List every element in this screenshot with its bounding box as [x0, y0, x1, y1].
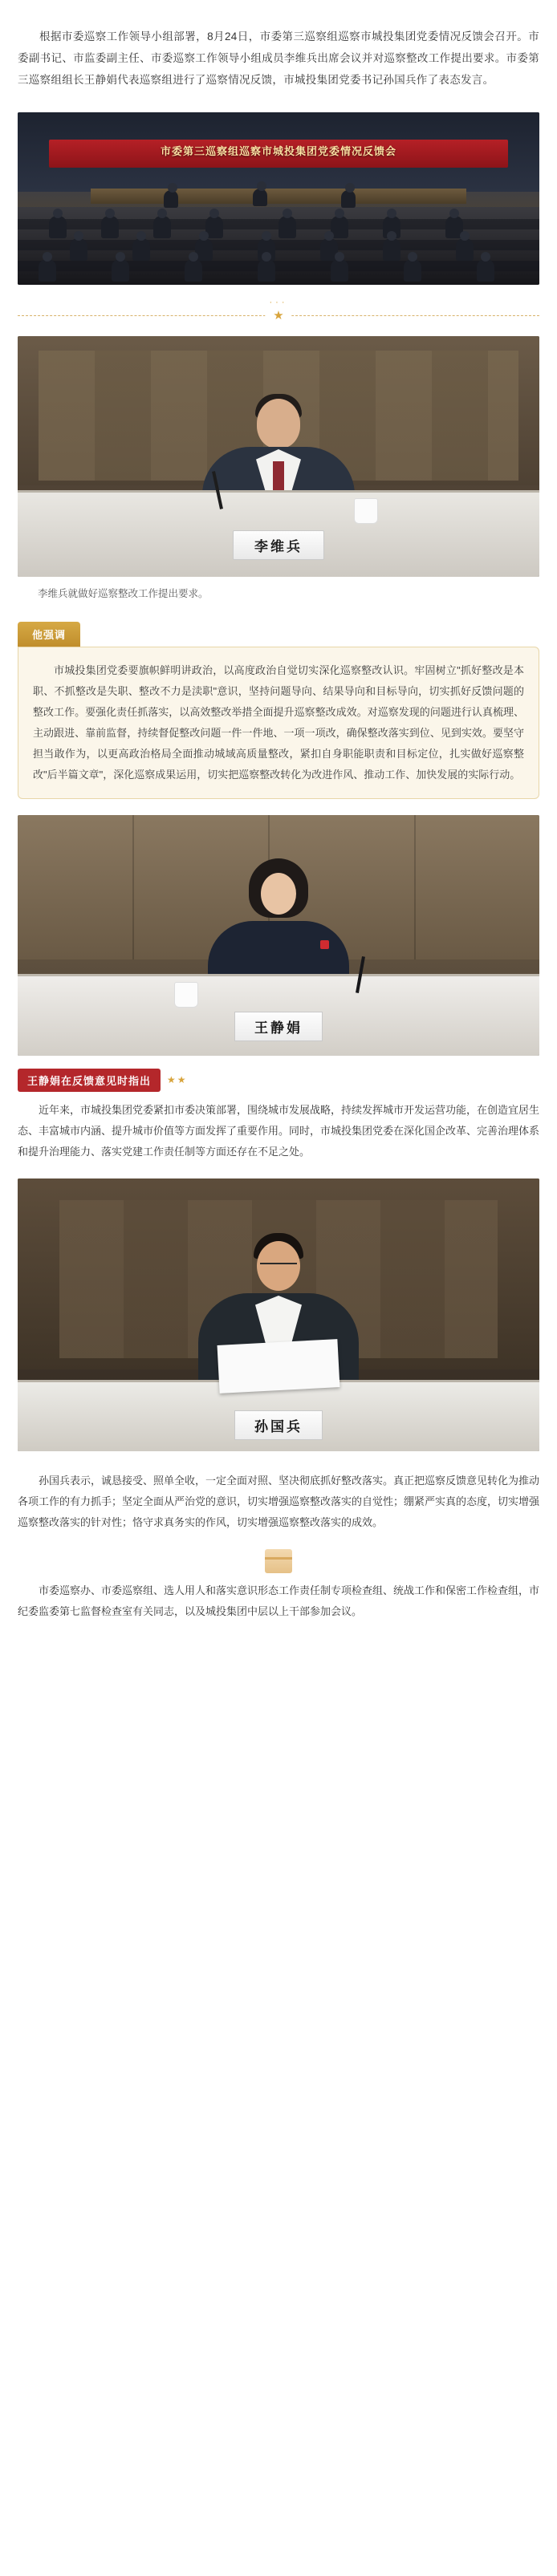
meeting-hall-photo — [18, 112, 539, 285]
audience-person — [185, 259, 202, 282]
intro-paragraph: 根据市委巡察工作领导小组部署，8月24日，市委第三巡察组巡察市城投集团党委情况反馈会召开。市委副书记、市监委副主任、市委巡察工作领导小组成员李维兵出席会议并对巡察整改工作提出要求。市委第三巡察组组长王静娟代表巡察组进行了巡察情况反馈，市城投集团党委书记孙国兵作了表态发言。 — [18, 30, 539, 86]
audience-person — [39, 259, 56, 282]
audience-person — [278, 216, 296, 238]
head — [257, 399, 300, 448]
audience-person — [132, 238, 150, 261]
cup — [174, 982, 198, 1008]
spacer — [0, 1456, 557, 1471]
section-divider — [18, 298, 539, 325]
book-icon — [265, 1549, 292, 1573]
nameplate: 孙国兵 — [234, 1410, 323, 1440]
highlight-block — [18, 622, 539, 799]
audience-person — [49, 216, 67, 238]
glasses-icon — [260, 1263, 297, 1272]
paragraph-3: 孙国兵表示，诚恳接受、照单全收，一定全面对照、坚决彻底抓好整改落实。真正把巡察反馈意见转化为推动各项工作的有力抓手；坚定全面从严治党的意识，切实增强巡察整改落实的自觉性；绷紧严实真的态度，切实增强巡察整改落实的针对性；恪守求真务实的作风，切实增强巡察整改落实的成效。 — [18, 1474, 540, 1528]
paragraph-2: 近年来，市城投集团党委紧扣市委决策部署，围绕城市发展战略，持续发挥城市开发运营功能，在创造宜居生态、丰富城市内涵、提升城市价值等方面发挥了重要作用。同时，市城投集团党委在深化国企改革、完善治理体系和提升治理能力、落实党建工作责任制等方面还存在不足之处。 — [18, 1103, 540, 1158]
stage-person — [253, 189, 267, 206]
audience-person — [383, 238, 400, 261]
audience-row — [18, 261, 539, 271]
photo-block-meeting — [18, 112, 539, 285]
sun-guobing-photo — [18, 1178, 539, 1451]
audience-person — [112, 259, 129, 282]
banner-title: 市委第三巡察组巡察市城投集团党委情况反馈会 — [160, 144, 396, 157]
audience-person — [258, 259, 275, 282]
li-weibing-photo — [18, 336, 539, 577]
star-icon: ★ — [265, 308, 291, 323]
stage-table — [91, 189, 466, 204]
audience-person — [101, 216, 119, 238]
final-paragraph: 市委巡察办、市委巡察组、选人用人和落实意识形态工作责任制专项检查组、统战工作和保密工作检查组，市纪委监委第七监督检查室有关同志，以及城投集团中层以上干部参加会议。 — [18, 1584, 540, 1617]
highlight-body-text: 市城投集团党委要旗帜鲜明讲政治，以高度政治自觉切实深化巡察整改认识。牢固树立"抓好整改是本职、不抓整改是失职、整改不力是渎职"意识，坚持问题导向、结果导向和目标导向，切实抓好反馈问题的整改工作。要强化责任抓落实，以高效整改举措全面提升巡察整改成效。对巡察发现的问题进行认真梳理、主动跟进、靠前监督，持续督促整改问题一件一件地、一项一项改，确保整改落实到位、见到实效。要坚守担当敢作为，以更高政治格局全面推动城域高质量整改，紧扣自身职能职责和目标定位，扎实做好巡察整改"后半篇文章"，深化巡察成果运用，切实把巡察整改转化为改进作风、推动工作、加快发展的实际行动。 — [18, 647, 539, 799]
audience-person — [404, 259, 421, 282]
red-heading-1 — [18, 1069, 539, 1092]
audience-person — [331, 259, 348, 282]
wall-panel-line — [414, 815, 416, 959]
audience-person — [477, 259, 494, 282]
nameplate: 王静娟 — [234, 1012, 323, 1041]
photo-block-li-weibing — [18, 336, 539, 577]
stage-person — [341, 190, 356, 208]
audience-person — [70, 238, 87, 261]
wang-jingjuan-photo — [18, 815, 539, 1056]
audience-person — [456, 238, 474, 261]
stage-person — [164, 190, 178, 208]
star-icon: ★★ — [167, 1074, 188, 1086]
decorative-ornament — [18, 1549, 539, 1577]
highlight-tab-label: 他强调 — [18, 622, 80, 647]
photo-block-sun-guobing — [18, 1178, 539, 1451]
face — [261, 873, 296, 915]
red-heading-label: 王静娟在反馈意见时指出 — [18, 1069, 161, 1092]
party-emblem-badge — [320, 940, 329, 949]
wall-panel-line — [132, 815, 134, 959]
cup — [354, 498, 378, 524]
photo-block-wang-jingjuan — [18, 815, 539, 1056]
audience-person — [153, 216, 171, 238]
speech-paper — [218, 1339, 340, 1393]
nameplate: 李维兵 — [233, 530, 324, 560]
photo-caption-1: 李维兵就做好巡察整改工作提出要求。 — [38, 588, 209, 599]
divider-ticks: ··· — [269, 298, 288, 307]
